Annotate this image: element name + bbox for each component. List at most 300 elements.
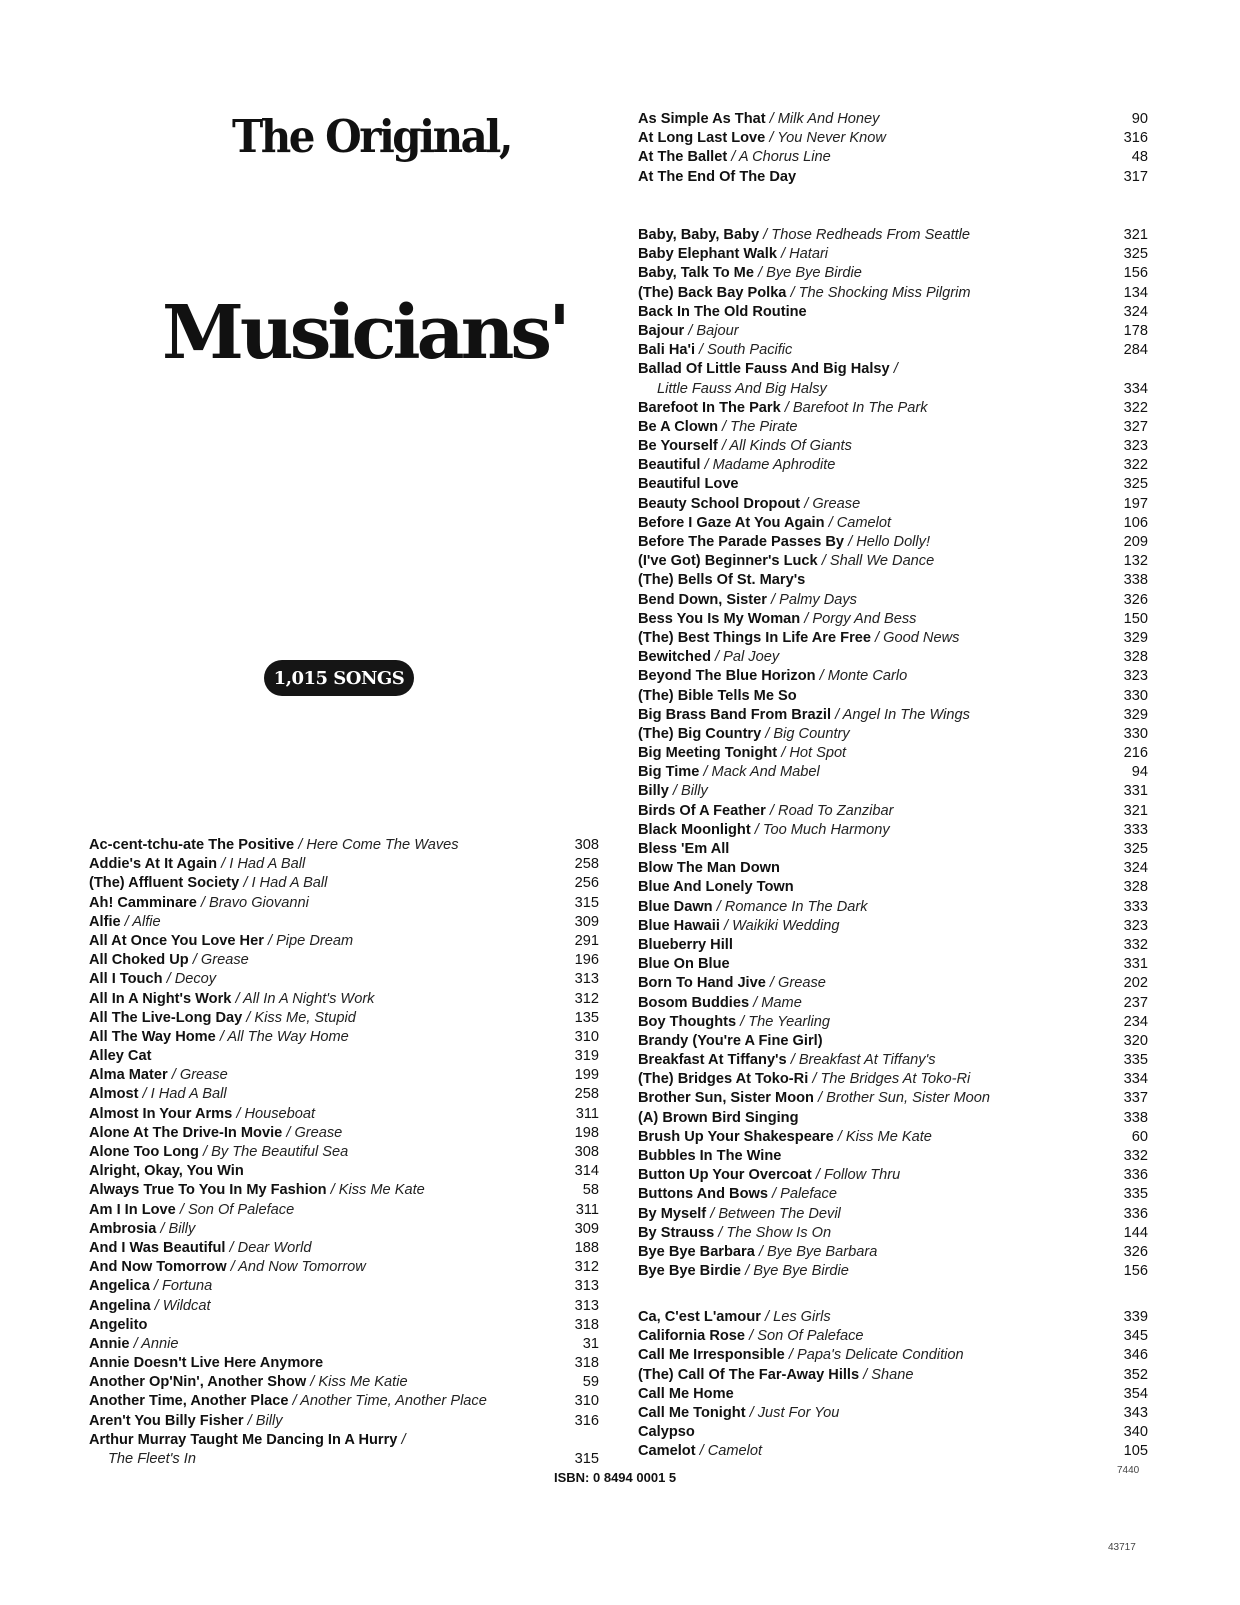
separator-slash: / (167, 1067, 180, 1084)
page-number: 313 (574, 1297, 599, 1314)
song-title: Baby Elephant Walk (638, 246, 777, 263)
show-title: Annie (141, 1335, 179, 1352)
song-entry (89, 874, 599, 893)
page-number: 198 (574, 1124, 599, 1141)
song-title: Boy Thoughts (638, 1013, 737, 1030)
show-title: The Fleet's In (108, 1451, 196, 1467)
show-title: Big Country (773, 725, 850, 742)
show-title: Grease (778, 975, 826, 992)
page-number: 352 (1123, 1366, 1148, 1383)
song-title: Breakfast At Tiffany's (638, 1052, 787, 1069)
song-title: Bless 'Em All (638, 841, 730, 857)
song-title: (The) Big Country (638, 725, 762, 742)
show-title: Milk And Honey (777, 111, 880, 127)
song-index-left-column (89, 836, 599, 1469)
show-title: Palmy Days (779, 591, 857, 608)
song-entry (638, 303, 1148, 322)
song-entry (89, 1258, 599, 1277)
page-number: 310 (574, 1028, 599, 1045)
song-entry (89, 1201, 599, 1220)
page-number: 332 (1123, 936, 1148, 953)
show-title: Son Of Paleface (187, 1201, 295, 1218)
song-title: Blue Dawn (638, 898, 713, 915)
separator-slash: / (745, 1328, 758, 1345)
page-number: 197 (1123, 495, 1148, 512)
song-entry (638, 898, 1148, 917)
song-entry (89, 913, 599, 932)
page-number: 317 (1123, 168, 1148, 185)
song-entry (638, 802, 1148, 821)
song-entry (638, 629, 1148, 648)
page-number: 58 (582, 1182, 599, 1199)
show-title: Camelot (707, 1443, 763, 1460)
show-title: Grease (812, 495, 861, 512)
page-number: 319 (574, 1048, 599, 1065)
song-title: (The) Best Things In Life Are Free (638, 629, 871, 646)
show-title: Billy (255, 1412, 283, 1429)
song-entry (89, 1124, 599, 1143)
song-entry (638, 437, 1148, 456)
song-title: Before The Parade Passes By (638, 534, 845, 550)
show-title: And Now Tomorrow (238, 1259, 366, 1276)
show-title: Papa's Delicate Condition (796, 1347, 964, 1364)
song-entry (638, 148, 1148, 167)
page-number: 237 (1123, 994, 1148, 1011)
song-entry (638, 1262, 1148, 1281)
page-number: 318 (574, 1355, 599, 1372)
separator-slash: / (786, 284, 799, 301)
song-title: Annie Doesn't Live Here Anymore (89, 1355, 324, 1372)
show-title: Mame (761, 994, 802, 1011)
page-number: 343 (1123, 1404, 1148, 1421)
page-number: 202 (1123, 975, 1148, 992)
page-number: 188 (574, 1239, 599, 1256)
page-number: 322 (1123, 399, 1148, 416)
page-number: 156 (1123, 1263, 1148, 1280)
song-entry (89, 1220, 599, 1239)
song-title: Be A Clown (638, 418, 718, 435)
separator-slash: / (684, 322, 697, 339)
song-title: Beauty School Dropout (638, 495, 801, 512)
show-title: Hatari (789, 246, 829, 263)
song-entry (638, 1089, 1148, 1108)
page-number: 311 (575, 1201, 599, 1218)
show-title: Grease (294, 1124, 343, 1141)
song-entry (638, 1385, 1148, 1404)
show-title: Just For You (757, 1404, 840, 1421)
song-title: (The) Bridges At Toko-Ri (638, 1071, 809, 1088)
page-number: 335 (1123, 1052, 1148, 1069)
separator-slash: / (714, 1224, 727, 1241)
separator-slash: / (813, 1090, 827, 1107)
show-title: Son Of Paleface (757, 1328, 864, 1345)
show-title: Pal Joey (723, 649, 780, 666)
page-number: 338 (1123, 1109, 1148, 1126)
page-number: 336 (1123, 1205, 1148, 1222)
song-title: Barefoot In The Park (638, 399, 781, 416)
page-number: 234 (1123, 1013, 1148, 1030)
show-title: Grease (179, 1067, 228, 1084)
separator-slash: / (695, 342, 708, 359)
song-entry (638, 418, 1148, 437)
separator-slash: / (776, 246, 790, 263)
separator-slash: / (175, 1201, 188, 1218)
song-entry (638, 1051, 1148, 1070)
page-number: 325 (1123, 476, 1148, 493)
show-title: Romance In The Dark (724, 898, 868, 915)
song-entry (638, 725, 1148, 744)
song-entry (638, 667, 1148, 686)
page-number: 134 (1123, 284, 1148, 301)
song-title: Blue Hawaii (638, 917, 720, 934)
song-entry (89, 1335, 599, 1354)
separator-slash: / (761, 725, 774, 742)
page-number: 59 (582, 1374, 599, 1391)
page-number: 333 (1123, 821, 1148, 838)
separator-slash: / (129, 1335, 142, 1352)
song-title: Alone Too Long (89, 1144, 199, 1160)
song-entry (638, 687, 1148, 706)
song-entry (638, 226, 1148, 245)
page-number: 334 (1123, 1071, 1148, 1088)
song-entry (638, 840, 1148, 859)
song-title: (The) Bells Of St. Mary's (638, 572, 806, 589)
song-title: Blueberry Hill (638, 936, 733, 953)
separator-slash: / (232, 1105, 245, 1122)
song-title: All At Once You Love Her (89, 932, 264, 949)
show-title: Bye Bye Birdie (753, 1263, 849, 1280)
separator-slash: / (786, 1052, 799, 1069)
page-number: 135 (574, 1009, 599, 1026)
page-number: 256 (574, 875, 599, 892)
show-title: Dear World (237, 1239, 312, 1256)
song-title: Birds Of A Feather (638, 802, 766, 819)
page-number: 196 (574, 952, 599, 969)
continuation-slash: / (889, 361, 898, 378)
page-number: 90 (1131, 111, 1148, 127)
song-entry (89, 1277, 599, 1296)
song-entry (638, 284, 1148, 303)
page-number: 291 (574, 932, 599, 949)
page-number: 333 (1123, 898, 1148, 915)
song-title: And Now Tomorrow (89, 1259, 227, 1276)
song-title: All I Touch (89, 971, 163, 988)
song-entry (638, 1243, 1148, 1262)
song-entry (89, 1009, 599, 1028)
song-entry (89, 1297, 599, 1316)
show-title: Good News (883, 629, 960, 646)
song-entry (89, 1028, 599, 1047)
show-title: Monte Carlo (827, 668, 908, 685)
song-title: Big Brass Band From Brazil (638, 706, 832, 723)
show-title: Les Girls (773, 1309, 831, 1325)
song-title: Ac-cent-tchu-ate The Positive (89, 837, 295, 853)
page-number: 156 (1123, 265, 1148, 282)
song-title: Buttons And Bows (638, 1186, 768, 1203)
page-number: 325 (1123, 246, 1148, 263)
song-title: Brother Sun, Sister Moon (638, 1090, 814, 1107)
song-entry (89, 970, 599, 989)
song-entry (638, 1442, 1148, 1461)
song-entry (638, 245, 1148, 264)
page-number: 336 (1123, 1167, 1148, 1184)
page-number: 339 (1123, 1309, 1148, 1325)
page-number: 106 (1123, 514, 1148, 531)
song-title: (The) Bible Tells Me So (638, 687, 797, 704)
song-title: By Strauss (638, 1224, 715, 1241)
song-entry (638, 859, 1148, 878)
page-number: 321 (1123, 227, 1148, 243)
page-number: 144 (1123, 1224, 1148, 1241)
song-entry (89, 1392, 599, 1411)
show-title: Waikiki Wedding (732, 917, 840, 934)
show-title: The Yearling (748, 1013, 830, 1030)
song-entry (638, 1366, 1148, 1385)
song-title: (I've Got) Beginner's Luck (638, 553, 818, 570)
page-number: 322 (1123, 457, 1148, 474)
show-title: Camelot (836, 514, 892, 531)
song-entry (638, 168, 1148, 187)
page-number: 308 (574, 1144, 599, 1160)
show-title: The Show Is On (726, 1224, 832, 1241)
show-title: The Pirate (730, 418, 798, 435)
song-title: Calypso (638, 1424, 695, 1441)
song-entry (89, 932, 599, 951)
song-entry (638, 399, 1148, 418)
separator-slash: / (706, 1205, 719, 1222)
song-entry (638, 591, 1148, 610)
separator-slash: / (699, 764, 712, 781)
page-number: 323 (1123, 438, 1148, 455)
song-title: Angelina (89, 1297, 151, 1314)
song-title: (The) Back Bay Polka (638, 284, 787, 301)
song-entry (638, 129, 1148, 148)
song-entry (638, 744, 1148, 763)
page-number: 334 (1123, 380, 1148, 397)
separator-slash: / (188, 952, 201, 969)
song-title: Blow The Man Down (638, 860, 780, 877)
song-entry (638, 706, 1148, 725)
song-entry (89, 836, 599, 855)
separator-slash: / (750, 821, 763, 838)
page-number: 284 (1123, 342, 1148, 359)
page-number: 150 (1123, 610, 1148, 627)
separator-slash: / (871, 629, 884, 646)
song-title: Angelito (89, 1316, 148, 1333)
song-entry (638, 648, 1148, 667)
song-entry (89, 1354, 599, 1373)
song-title: At The End Of The Day (638, 168, 797, 185)
song-entry (638, 878, 1148, 897)
song-entry (89, 1162, 599, 1181)
song-title: Bye Bye Birdie (638, 1263, 742, 1280)
song-title: Bewitched (638, 649, 711, 666)
title-musicians: Musicians' (162, 290, 567, 376)
show-title: Kiss Me Kate (845, 1128, 932, 1145)
page-number: 209 (1123, 534, 1148, 550)
show-title: Porgy And Bess (812, 610, 917, 627)
song-title: And I Was Beautiful (89, 1239, 226, 1256)
song-title: Bajour (638, 322, 685, 339)
song-entry (638, 475, 1148, 494)
separator-slash: / (138, 1086, 151, 1103)
page-number: 321 (1123, 802, 1148, 819)
song-entry (89, 1085, 599, 1104)
page-number: 313 (574, 1278, 599, 1295)
separator-slash: / (162, 971, 175, 988)
song-index-right-b-section (638, 226, 1148, 1281)
song-entry (638, 533, 1148, 552)
song-title: Another Time, Another Place (89, 1393, 289, 1410)
separator-slash: / (777, 745, 790, 762)
separator-slash: / (765, 975, 779, 992)
song-title: Ca, C'est L'amour (638, 1309, 761, 1325)
song-title: Arthur Murray Taught Me Dancing In A Hurry (89, 1431, 398, 1448)
separator-slash: / (759, 227, 772, 243)
song-title: Camelot (638, 1443, 696, 1460)
song-entry (638, 936, 1148, 955)
song-entry (638, 994, 1148, 1013)
page-number: 309 (574, 913, 599, 930)
corner-code: 43717 (1108, 1542, 1136, 1553)
song-entry (638, 1404, 1148, 1423)
song-title: Angelica (89, 1278, 150, 1295)
show-title: Here Come The Waves (306, 837, 459, 853)
song-title: Alfie (89, 913, 121, 930)
separator-slash: / (815, 668, 828, 685)
separator-slash: / (736, 1013, 749, 1030)
isbn-number: ISBN: 0 8494 0001 5 (554, 1470, 677, 1485)
separator-slash: / (326, 1182, 339, 1199)
page-number: 216 (1123, 745, 1148, 762)
song-entry (638, 571, 1148, 590)
song-entry (638, 1205, 1148, 1224)
show-title: All Kinds Of Giants (729, 438, 852, 455)
song-entry (89, 1047, 599, 1066)
song-title: Born To Hand Jive (638, 975, 766, 992)
song-entry (638, 974, 1148, 993)
show-title: All In A Night's Work (243, 990, 375, 1007)
separator-slash: / (712, 898, 725, 915)
song-entry (89, 1105, 599, 1124)
show-title: Breakfast At Tiffany's (798, 1052, 936, 1069)
song-title: Bali Ha'i (638, 342, 695, 359)
show-title: Another Time, Another Place (300, 1393, 487, 1410)
song-entry (89, 855, 599, 874)
song-entry (638, 552, 1148, 571)
separator-slash: / (754, 1243, 767, 1260)
song-entry (638, 1308, 1148, 1327)
separator-slash: / (239, 875, 252, 892)
song-entry (638, 341, 1148, 360)
song-entry (638, 380, 1148, 399)
page-number: 329 (1123, 629, 1148, 646)
separator-slash: / (695, 1443, 708, 1460)
page-number: 338 (1123, 572, 1148, 589)
show-title: Kiss Me Katie (318, 1374, 408, 1391)
song-entry (89, 1143, 599, 1162)
page-number: 332 (1123, 1148, 1148, 1164)
song-title: Alley Cat (89, 1048, 152, 1065)
song-entry (638, 782, 1148, 801)
song-entry (89, 1239, 599, 1258)
song-title: Bosom Buddies (638, 994, 750, 1011)
song-entry (89, 951, 599, 970)
separator-slash: / (811, 1167, 824, 1184)
separator-slash: / (149, 1278, 162, 1295)
show-title: All The Way Home (227, 1028, 349, 1045)
song-title: Billy (638, 783, 669, 800)
song-title: All In A Night's Work (89, 990, 232, 1007)
page-number: 316 (574, 1412, 599, 1429)
page-number: 331 (1123, 783, 1148, 800)
song-count-badge: 1,015 SONGS (264, 660, 414, 696)
song-title: Big Time (638, 764, 700, 781)
page-number: 325 (1123, 841, 1148, 857)
page-number: 354 (1123, 1385, 1148, 1402)
song-title: Big Meeting Tonight (638, 745, 778, 762)
separator-slash: / (824, 514, 837, 531)
show-title: Fortuna (162, 1278, 213, 1295)
song-title: Call Me Irresponsible (638, 1347, 785, 1364)
page-number: 315 (574, 1451, 599, 1467)
song-title: Baby, Baby, Baby (638, 227, 760, 243)
show-title: Hot Spot (789, 745, 847, 762)
song-title: Black Moonlight (638, 821, 751, 838)
page-number: 178 (1123, 322, 1148, 339)
separator-slash: / (710, 649, 724, 666)
separator-slash: / (765, 802, 779, 819)
separator-slash: / (784, 1347, 797, 1364)
page-number: 94 (1131, 764, 1148, 781)
show-title: Mack And Mabel (711, 764, 820, 781)
song-title: At The Ballet (638, 149, 728, 166)
show-title: Kiss Me Kate (338, 1182, 425, 1199)
show-title: Angel In The Wings (842, 706, 970, 723)
separator-slash: / (831, 706, 843, 723)
separator-slash: / (760, 1309, 774, 1325)
show-title: By The Beautiful Sea (211, 1144, 349, 1160)
page-number: 327 (1123, 418, 1148, 435)
song-title: (The) Call Of The Far-Away Hills (638, 1366, 860, 1383)
separator-slash: / (817, 553, 830, 570)
separator-slash: / (749, 994, 762, 1011)
song-entry (638, 514, 1148, 533)
separator-slash: / (156, 1220, 169, 1237)
show-title: Grease (200, 952, 249, 969)
page-number: 330 (1123, 725, 1148, 742)
song-title: Brandy (You're A Fine Girl) (638, 1032, 823, 1049)
page-number: 311 (575, 1105, 599, 1122)
song-entry (89, 894, 599, 913)
separator-slash: / (766, 591, 780, 608)
song-entry (89, 1373, 599, 1392)
show-title: Bajour (696, 322, 739, 339)
song-title: Call Me Tonight (638, 1404, 746, 1421)
show-title: Billy (681, 783, 708, 800)
page-number: 314 (574, 1163, 599, 1180)
song-entry (638, 322, 1148, 341)
song-title: Almost (89, 1086, 139, 1103)
show-title: Bye Bye Birdie (766, 265, 862, 282)
song-title: Ballad Of Little Fauss And Big Halsy (638, 361, 890, 378)
song-entry (638, 264, 1148, 283)
song-title: Beautiful Love (638, 476, 739, 493)
page-number: 316 (1123, 130, 1148, 147)
song-entry (638, 917, 1148, 936)
separator-slash: / (800, 610, 813, 627)
song-entry (638, 955, 1148, 974)
